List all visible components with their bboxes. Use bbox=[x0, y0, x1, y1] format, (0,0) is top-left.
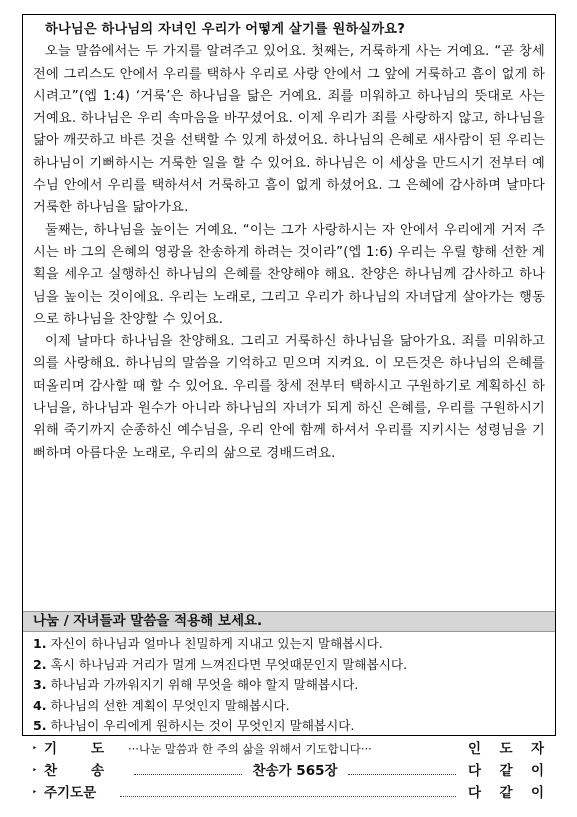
label-char: 기 bbox=[44, 741, 58, 757]
worship-middle bbox=[114, 793, 462, 794]
worship-middle bbox=[128, 760, 462, 782]
leader-char: 인 bbox=[468, 741, 482, 757]
leader-char: 이 bbox=[530, 763, 544, 779]
question-item bbox=[33, 655, 545, 676]
worship-leader bbox=[468, 760, 544, 782]
application-section bbox=[23, 611, 555, 735]
paragraph-2: 둘째는, 하나님을 높이는 거예요. “이는 그가 사랑하시는 자 안에서 우리에게 거저 주시는 바 그의 은혜의 영광을 찬송하게 하려는 것이라”(엡 1:6) 우리는 우릴 향해 선한 계획을 세우고 실행하신 하나님의 은혜를 찬양해야 해요. 찬양은 하나님께 감사하고 하나님을 높이는 것이에요. 우리는 노래로, 그리고 우리가 하나님의 자녀답게 살아가는 행동으로 하나님을 찬양할 수 있어요. bbox=[33, 222, 545, 327]
paragraph-1: 오늘 말씀에서는 두 가지를 알려주고 있어요. 첫째는, 거룩하게 사는 거예요. “곧 창세 전에 그리스도 안에서 우리를 택하사 우리로 사랑 안에서 그 앞에 거룩하고 흠이 없게 하시려고”(엡 1:4) ‘거룩’은 하나님을 닮은 거예요. 죄를 미워하고 하나님의 뜻대로 사는 거예요. 하나님은 우리 속마음을 바꾸셨어요. 이제 우리가 죄를 사랑하지 않고, 하나님을 닮아 깨끗하고 바른 것을 선택할 수 있게 하셨어요. 하나님의 은혜로 새사람이 된 우리는 하나님이 기뻐하시는 거룩한 일을 할 수 있어요. 하나님은 이 세상을 만드시기 전부터 예수님 안에서 우리를 택하셔서 거룩하고 흠이 없게 하셨어요. 그 은혜에 감사하며 날마다 거룩한 하나님을 닮아가요. bbox=[33, 44, 545, 216]
dotted-leader bbox=[348, 774, 456, 775]
question-number: 4. bbox=[33, 697, 47, 713]
leader-char: 다 bbox=[468, 785, 482, 801]
sermon-box bbox=[22, 14, 556, 736]
question-text: 자신이 하나님과 얼마나 친밀하게 지내고 있는지 말해봅시다. bbox=[50, 636, 383, 651]
question-item bbox=[33, 675, 545, 696]
question-number: 5. bbox=[33, 718, 47, 734]
question-text: 하나님이 우리에게 원하시는 것이 무엇인지 말해봅시다. bbox=[50, 718, 355, 734]
sermon-body bbox=[23, 15, 555, 465]
triangle-bullet-icon: ‣ bbox=[32, 744, 38, 754]
leader-char: 같 bbox=[499, 785, 513, 801]
dotted-leader bbox=[120, 796, 456, 797]
worship-leader bbox=[468, 738, 544, 760]
question-item bbox=[33, 716, 545, 737]
worship-order bbox=[32, 738, 544, 804]
paragraph-3: 이제 날마다 하나님을 찬양해요. 그리고 거룩하신 하나님을 닮아가요. 죄를 미워하고 의를 사랑해요. 하나님의 말씀을 기억하고 믿으며 지켜요. 이 모든것은 하나님의 은혜를 떠올리며 감사할 때 할 수 있어요. 우리를 창세 전부터 택하시고 구원하기로 계획하신 하나님을, 하나님과 원수가 아니라 하나님의 자녀가 되게 하신 은혜를, 우리를 구원하시기 위해 죽기까지 순종하신 예수님을, 우리 안에 함께 하셔서 우리를 지키시는 성령님을 기뻐하며 아름다운 노래로, 우리의 삶으로 경배드려요. bbox=[33, 334, 545, 461]
question-number: 2. bbox=[33, 656, 47, 672]
question-list bbox=[23, 632, 555, 737]
worship-leader bbox=[468, 782, 544, 804]
question-text: 하나님과 가까워지기 위해 무엇을 해야 할지 말해봅시다. bbox=[50, 677, 359, 693]
prayer-description: ···나눈 말씀과 한 주의 삶을 위해서 기도합니다··· bbox=[128, 742, 372, 756]
question-text: 하나님의 선한 계획이 무엇인지 말해봅시다. bbox=[50, 697, 290, 713]
question-item bbox=[33, 696, 545, 717]
worship-label bbox=[44, 760, 128, 782]
sermon-heading: 하나님은 하나님의 자녀인 우리가 어떻게 살기를 원하실까요? bbox=[45, 22, 406, 37]
hymn-number: 찬송가 565장 bbox=[252, 763, 338, 779]
question-number: 3. bbox=[33, 677, 47, 693]
dotted-leader bbox=[134, 774, 242, 775]
worship-label: 주기도문 bbox=[44, 785, 97, 801]
leader-char: 도 bbox=[499, 741, 513, 757]
label-char: 도 bbox=[90, 741, 104, 757]
question-number: 1. bbox=[33, 636, 47, 651]
question-item bbox=[33, 634, 545, 655]
question-text: 혹시 하나님과 거리가 멀게 느껴진다면 무엇때문인지 말해봅시다. bbox=[50, 656, 408, 672]
worship-row-lords-prayer bbox=[32, 782, 544, 804]
leader-char: 자 bbox=[530, 741, 544, 757]
label-char: 찬 bbox=[44, 763, 58, 779]
worship-middle bbox=[128, 738, 462, 760]
leader-char: 같 bbox=[499, 763, 513, 779]
worship-row-prayer bbox=[32, 738, 544, 760]
triangle-bullet-icon: ‣ bbox=[32, 766, 38, 776]
triangle-bullet-icon: ‣ bbox=[32, 788, 38, 798]
label-char: 송 bbox=[90, 763, 104, 779]
worship-row-hymn bbox=[32, 760, 544, 782]
leader-char: 다 bbox=[468, 763, 482, 779]
application-title: 나눔 / 자녀들과 말씀을 적용해 보세요. bbox=[23, 611, 555, 632]
worship-label bbox=[44, 738, 128, 760]
leader-char: 이 bbox=[530, 785, 544, 801]
